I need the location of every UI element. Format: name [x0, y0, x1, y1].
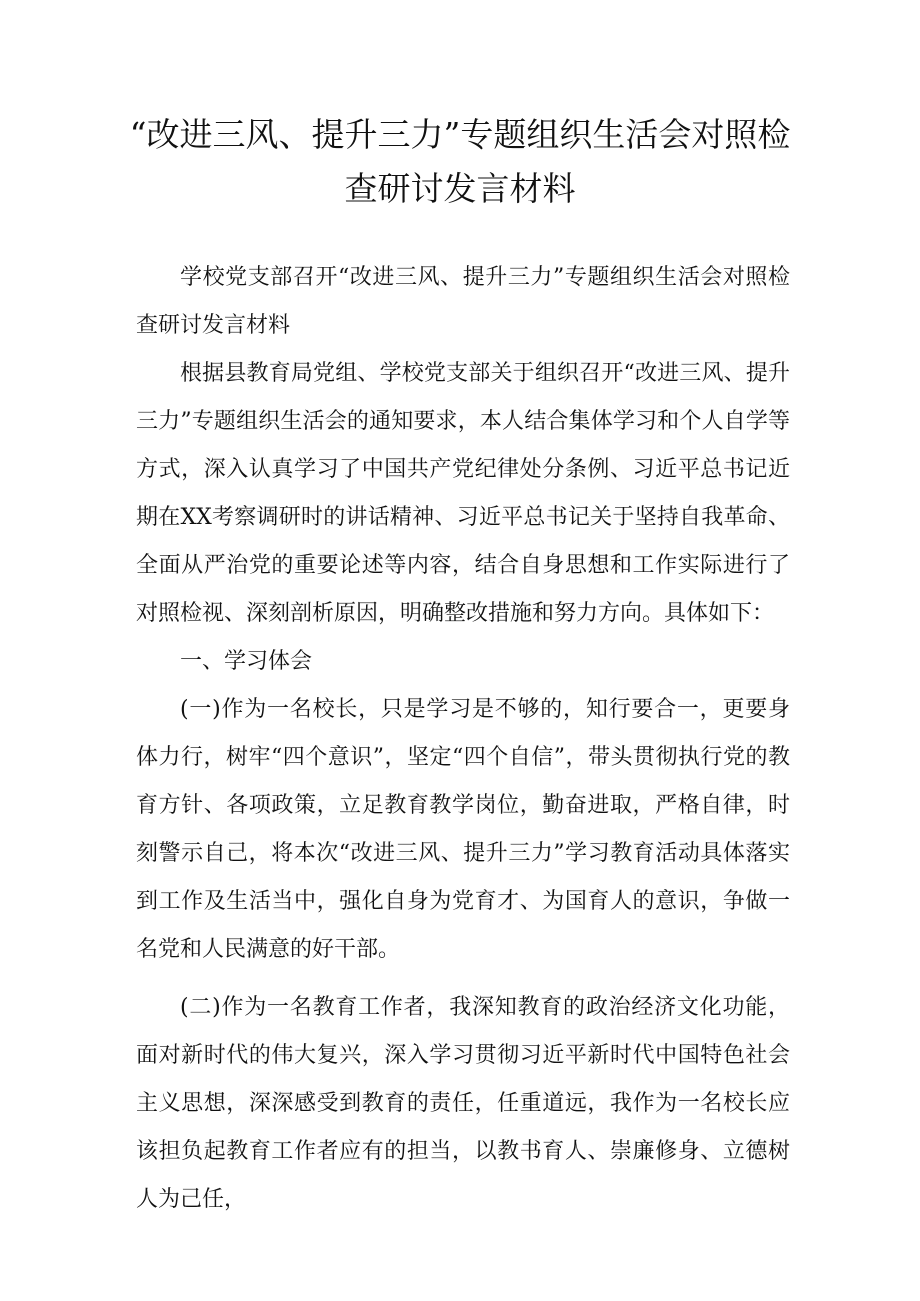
- document-body: [136, 254, 790, 1224]
- paragraph-intro: 根据县教育局党组、学校党支部关于组织召开“改进三风、提升三力”专题组织生活会的通知要求，本人结合集体学习和个人自学等方式，深入认真学习了中国共产党纪律处分条例、习近平总书记近期在XX考察调研时的讲话精神、习近平总书记关于坚持自我革命、全面从严治党的重要论述等内容，结合自身思想和工作实际进行了对照检视、深刻剖析原因，明确整改措施和努力方向。具体如下：: [136, 361, 790, 626]
- document-title: “改进三风、提升三力”专题组织生活会对照检查研讨发言材料: [129, 115, 791, 208]
- paragraph-point-one: (一)作为一名校长，只是学习是不够的，知行要合一，更要身体力行，树牢“四个意识”，坚定“四个自信”，带头贯彻执行党的教育方针、各项政策，立足教育教学岗位，勤奋进取，严格自律，时刻警示自己，将本次“改进三风、提升三力”学习教育活动具体落实到工作及生活当中，强化自身为党育才、为国育人的意识，争做一名党和人民满意的好干部。: [136, 697, 790, 962]
- paragraph-point-two: (二)作为一名教育工作者，我深知教育的政治经济文化功能，面对新时代的伟大复兴，深入学习贯彻习近平新时代中国特色社会主义思想，深深感受到教育的责任，任重道远，我作为一名校长应该担负起教育工作者应有的担当，以教书育人、崇廉修身、立德树人为己任，: [136, 995, 790, 1212]
- paragraph-heading-repeat: 学校党支部召开“改进三风、提升三力”专题组织生活会对照检查研讨发言材料: [136, 265, 790, 338]
- section-heading-study: 一、学习体会: [180, 649, 313, 674]
